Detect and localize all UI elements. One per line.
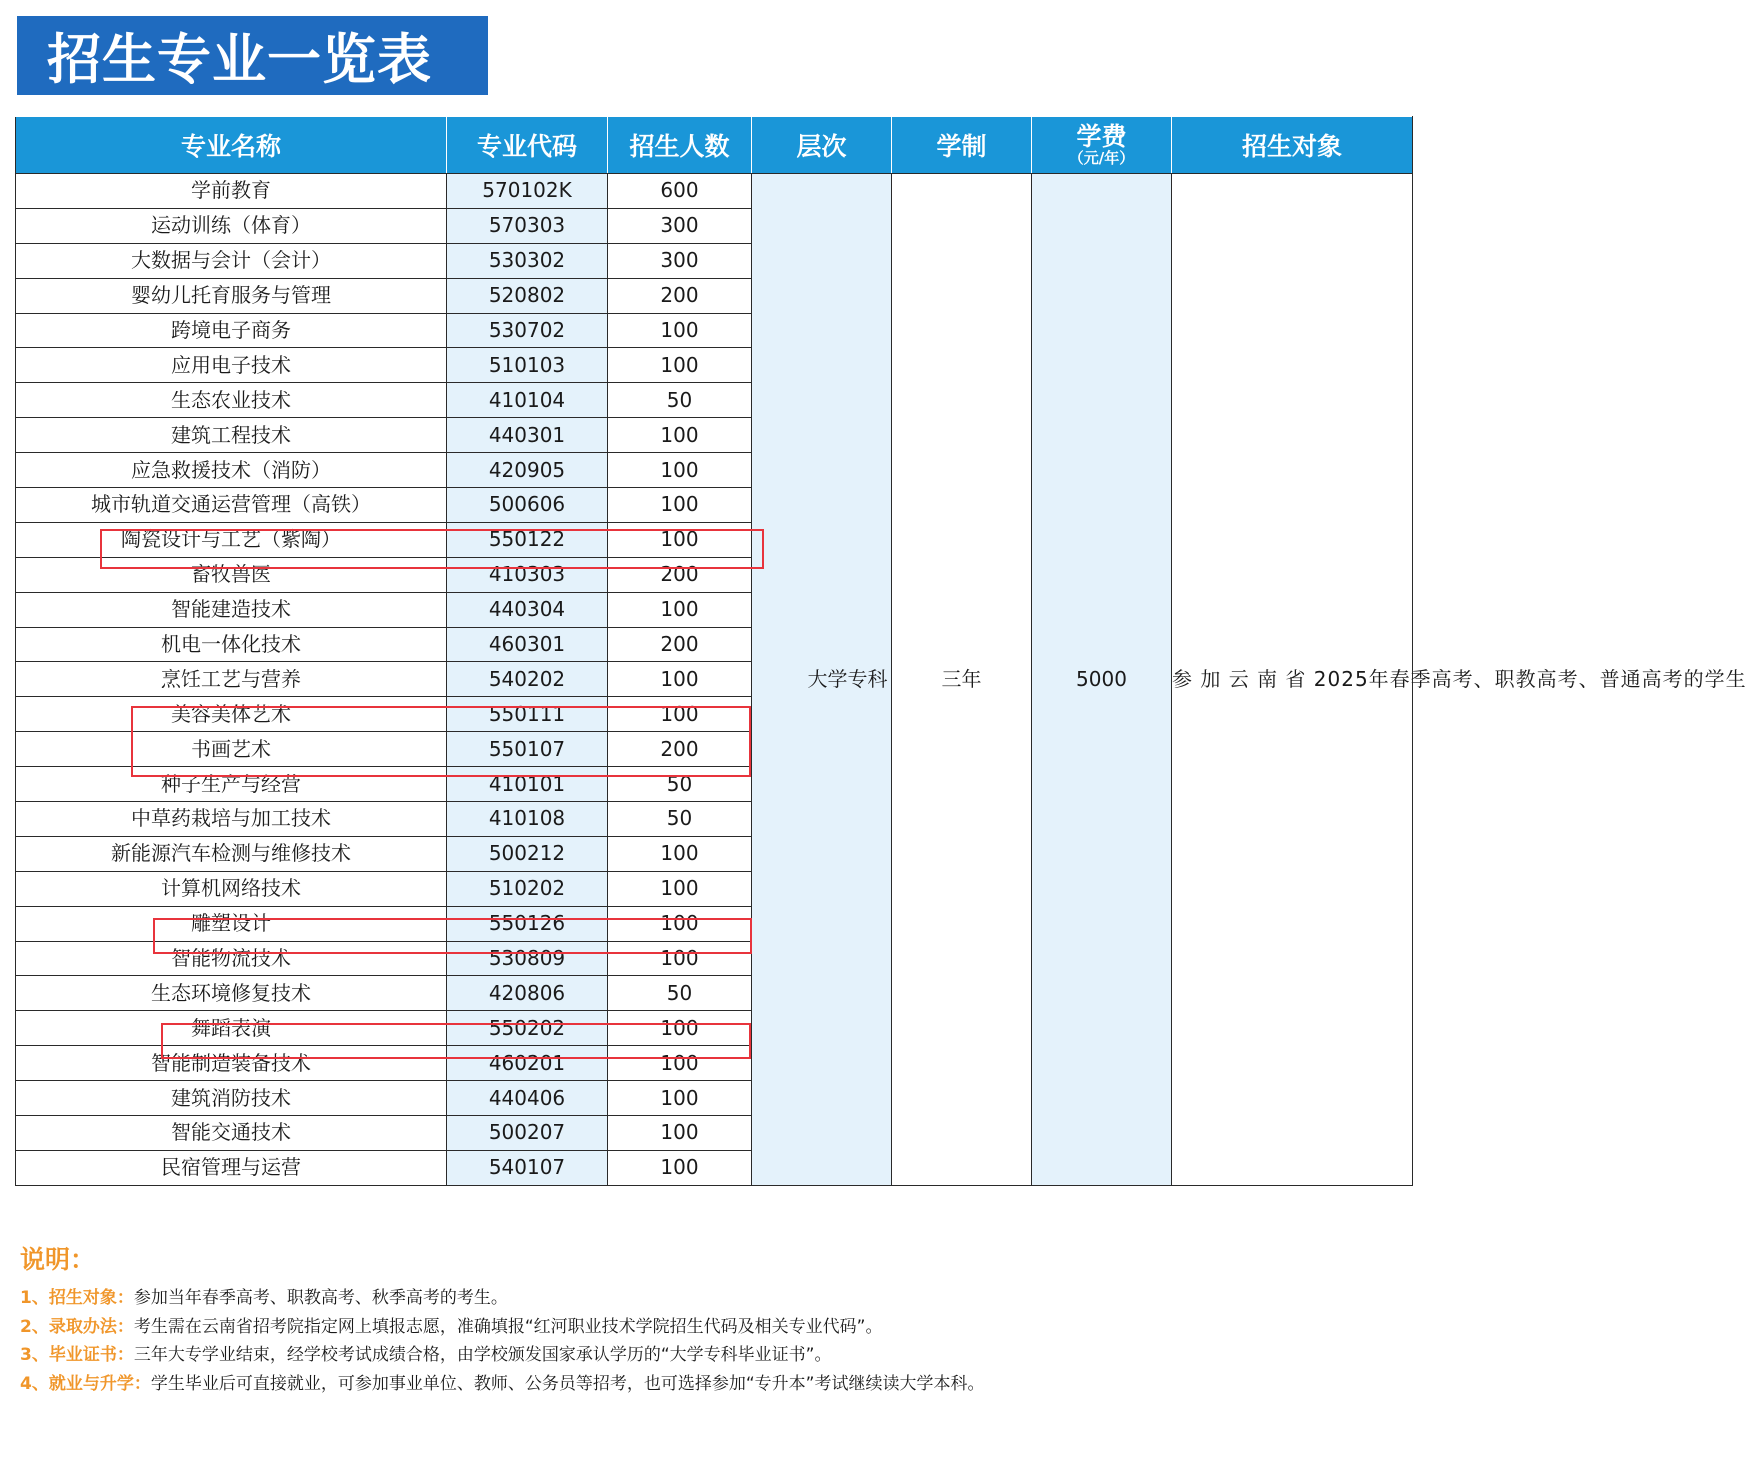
enrollment-count-cell: 100: [608, 418, 752, 453]
major-name-cell: 新能源汽车检测与维修技术: [16, 836, 447, 871]
enrollment-count-cell: 100: [608, 836, 752, 871]
enrollment-count-cell: 100: [608, 871, 752, 906]
major-code-cell: 440304: [447, 592, 608, 627]
level-text: 大学专科: [807, 666, 888, 691]
major-code-cell: 500212: [447, 836, 608, 871]
major-name-cell: 烹饪工艺与营养: [16, 662, 447, 697]
major-code-cell: 460301: [447, 627, 608, 662]
major-name-cell: 中草药栽培与加工技术: [16, 802, 447, 837]
major-name-cell: 学前教育: [16, 174, 447, 209]
note-label: 2、录取办法：: [20, 1316, 134, 1337]
major-code-cell: 550122: [447, 522, 608, 557]
enrollment-count-cell: 100: [608, 662, 752, 697]
note-text: 学生毕业后可直接就业，可参加事业单位、教师、公务员等招考，也可选择参加“专升本”考试继续读大学本科。: [150, 1373, 985, 1394]
major-code-cell: 500207: [447, 1116, 608, 1151]
major-name-cell: 畜牧兽医: [16, 557, 447, 592]
enrollment-count-cell: 100: [608, 1046, 752, 1081]
major-code-cell: 540202: [447, 662, 608, 697]
note-text: 参加当年春季高考、职教高考、秋季高考的考生。: [133, 1288, 508, 1308]
header-fee: [1032, 117, 1172, 174]
major-code-cell: 530302: [447, 243, 608, 278]
enrollment-count-cell: 300: [608, 208, 752, 243]
major-name-cell: 建筑消防技术: [16, 1081, 447, 1116]
page-title: 招生专业一览表: [17, 16, 488, 95]
note-item: [20, 1284, 1400, 1313]
enrollment-count-cell: 50: [608, 976, 752, 1011]
major-name-cell: 智能建造技术: [16, 592, 447, 627]
major-code-cell: 530702: [447, 313, 608, 348]
major-code-cell: 570303: [447, 208, 608, 243]
note-label: 3、毕业证书：: [20, 1345, 134, 1365]
note-item: [20, 1370, 1400, 1399]
header-duration: 学制: [892, 117, 1032, 174]
header-major-name: 专业名称: [16, 117, 447, 174]
enrollment-count-cell: 100: [608, 522, 752, 557]
enrollment-count-cell: 100: [608, 941, 752, 976]
major-name-cell: 舞蹈表演: [16, 1011, 447, 1046]
enrollment-count-cell: 200: [608, 627, 752, 662]
major-code-cell: 420905: [447, 453, 608, 488]
major-name-cell: 书画艺术: [16, 732, 447, 767]
header-fee-unit: （元/年）: [1068, 149, 1135, 167]
major-code-cell: 510103: [447, 348, 608, 383]
major-name-cell: 智能制造装备技术: [16, 1046, 447, 1081]
major-name-cell: 婴幼儿托育服务与管理: [16, 278, 447, 313]
major-name-cell: 种子生产与经营: [16, 767, 447, 802]
enrollment-count-cell: 100: [608, 1116, 752, 1151]
enrollment-count-cell: 100: [608, 906, 752, 941]
major-code-cell: 540107: [447, 1150, 608, 1185]
enrollment-count-cell: 100: [608, 313, 752, 348]
enrollment-count-cell: 50: [608, 767, 752, 802]
enrollment-count-cell: 100: [608, 592, 752, 627]
enrollment-count-cell: 100: [608, 453, 752, 488]
enrollment-count-cell: 100: [608, 1150, 752, 1185]
header-target: 招生对象: [1172, 117, 1413, 174]
fee-cell: 5000: [1032, 174, 1172, 1186]
header-level: 层次: [752, 117, 892, 174]
enrollment-count-cell: 100: [608, 348, 752, 383]
major-code-cell: 550126: [447, 906, 608, 941]
enrollment-count-cell: 600: [608, 174, 752, 209]
table-header-row: [16, 117, 1413, 174]
enrollment-count-cell: 200: [608, 278, 752, 313]
major-name-cell: 建筑工程技术: [16, 418, 447, 453]
header-enrollment-count: 招生人数: [608, 117, 752, 174]
header-fee-label: 学费: [1076, 122, 1127, 151]
table-row: [16, 174, 1413, 209]
major-name-cell: 生态环境修复技术: [16, 976, 447, 1011]
major-name-cell: 陶瓷设计与工艺（紫陶）: [16, 522, 447, 557]
major-code-cell: 420806: [447, 976, 608, 1011]
note-label: 1、招生对象：: [20, 1288, 134, 1308]
major-name-cell: 运动训练（体育）: [16, 208, 447, 243]
duration-cell: 三年: [892, 174, 1032, 1186]
major-code-cell: 410101: [447, 767, 608, 802]
enrollment-count-cell: 100: [608, 488, 752, 523]
note-item: [20, 1313, 1400, 1342]
major-code-cell: 440406: [447, 1081, 608, 1116]
major-name-cell: 智能物流技术: [16, 941, 447, 976]
major-code-cell: 510202: [447, 871, 608, 906]
major-code-cell: 410303: [447, 557, 608, 592]
enrollment-count-cell: 200: [608, 732, 752, 767]
level-cell: [752, 174, 892, 1186]
major-code-cell: 550202: [447, 1011, 608, 1046]
major-code-cell: 530809: [447, 941, 608, 976]
enrollment-count-cell: 50: [608, 383, 752, 418]
major-name-cell: 跨境电子商务: [16, 313, 447, 348]
notes-section: [20, 1240, 1400, 1398]
enrollment-count-cell: 100: [608, 1011, 752, 1046]
notes-title: 说明：: [20, 1245, 96, 1274]
note-item: [20, 1341, 1400, 1370]
major-name-cell: 应用电子技术: [16, 348, 447, 383]
major-code-cell: 550111: [447, 697, 608, 732]
major-name-cell: 机电一体化技术: [16, 627, 447, 662]
major-name-cell: 民宿管理与运营: [16, 1150, 447, 1185]
enrollment-count-cell: 100: [608, 1081, 752, 1116]
major-name-cell: 美容美体艺术: [16, 697, 447, 732]
major-code-cell: 550107: [447, 732, 608, 767]
major-name-cell: 雕塑设计: [16, 906, 447, 941]
enrollment-count-cell: 100: [608, 697, 752, 732]
major-name-cell: 计算机网络技术: [16, 871, 447, 906]
target-cell: 参 加 云 南 省 2025年春季高考、职教高考、普通高考的学生: [1172, 174, 1413, 1186]
major-name-cell: 智能交通技术: [16, 1116, 447, 1151]
major-name-cell: 城市轨道交通运营管理（高铁）: [16, 488, 447, 523]
major-code-cell: 440301: [447, 418, 608, 453]
table-body: [16, 174, 1747, 1186]
note-text: 三年大专学业结束，经学校考试成绩合格，由学校颁发国家承认学历的“大学专科毕业证书”。: [133, 1345, 832, 1365]
note-label: 4、就业与升学：: [20, 1373, 151, 1394]
header-major-code: 专业代码: [447, 117, 608, 174]
major-name-cell: 生态农业技术: [16, 383, 447, 418]
enrollment-count-cell: 200: [608, 557, 752, 592]
enrollment-count-cell: 50: [608, 802, 752, 837]
major-name-cell: 应急救援技术（消防）: [16, 453, 447, 488]
note-text: 考生需在云南省招考院指定网上填报志愿，准确填报“红河职业技术学院招生代码及相关专业代码”。: [133, 1316, 883, 1337]
majors-table: [15, 116, 1747, 1186]
major-code-cell: 460201: [447, 1046, 608, 1081]
major-code-cell: 500606: [447, 488, 608, 523]
enrollment-count-cell: 300: [608, 243, 752, 278]
major-name-cell: 大数据与会计（会计）: [16, 243, 447, 278]
major-code-cell: 410108: [447, 802, 608, 837]
major-code-cell: 520802: [447, 278, 608, 313]
major-code-cell: 570102K: [447, 174, 608, 209]
major-code-cell: 410104: [447, 383, 608, 418]
